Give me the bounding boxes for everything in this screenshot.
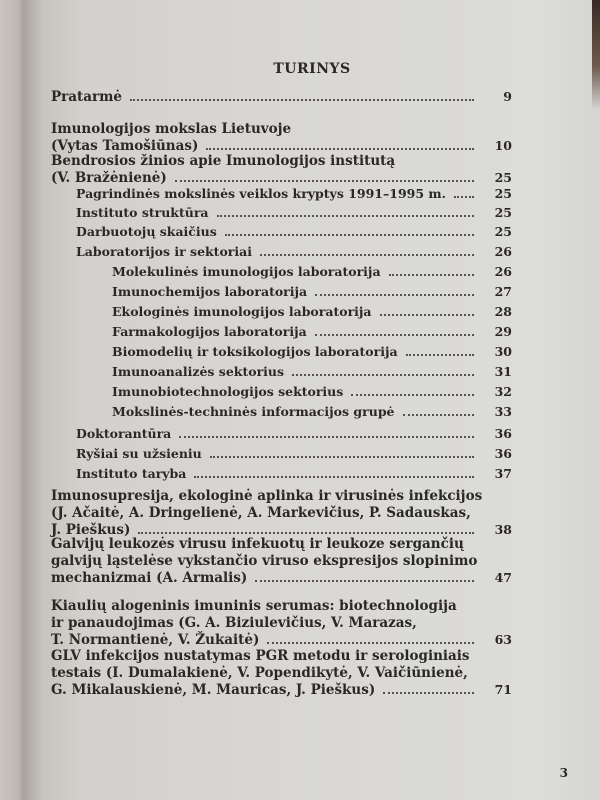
toc-page-number: 47 <box>494 570 512 585</box>
dot-leader <box>255 580 474 582</box>
toc-page-number: 31 <box>494 364 512 379</box>
toc-entry-title: T. Normantienė, V. Žukaitė) <box>51 632 260 648</box>
dot-leader <box>454 196 474 198</box>
toc-entry-title: Pagrindinės mokslinės veiklos kryptys 1991–1995 m. <box>76 186 446 201</box>
dot-leader <box>217 215 474 217</box>
toc-entry-title: Doktorantūra <box>76 426 172 441</box>
toc-page-number: 32 <box>494 384 512 399</box>
toc-page-number: 71 <box>494 682 512 697</box>
dot-leader <box>315 334 474 336</box>
toc-page-number: 25 <box>494 224 512 239</box>
dot-leader <box>225 234 474 236</box>
toc-entry-title: Kiaulių alogeninis imuninis serumas: biotechnologija <box>51 598 457 614</box>
toc-entry-title: Bendrosios žinios apie Imunologijos institutą <box>51 153 396 169</box>
toc-entry-title: Laboratorijos ir sektoriai <box>76 244 252 259</box>
toc-entry-title: (J. Ačaitė, A. Dringelienė, A. Markevičius, P. Sadauskas, <box>51 505 471 521</box>
dot-leader <box>292 374 474 376</box>
dot-leader <box>194 476 474 478</box>
toc-page-number: 36 <box>494 446 512 461</box>
toc-page-number: 29 <box>494 324 512 339</box>
dot-leader <box>138 532 474 534</box>
toc-page-number: 25 <box>494 186 512 201</box>
toc-entry-title: Farmakologijos laboratorija <box>112 324 307 339</box>
toc-entry-title: galvijų ląstelėse vykstančio viruso ekspresijos slopinimo <box>51 553 478 569</box>
toc-page-number: 37 <box>494 466 512 481</box>
toc-page-number: 26 <box>494 264 512 279</box>
toc-entry-title: Imunochemijos laboratorija <box>112 284 308 299</box>
dot-leader <box>351 394 474 396</box>
toc-page-number: 9 <box>503 89 512 104</box>
dot-leader <box>206 148 474 150</box>
toc-entry-title: J. Pieškus) <box>51 522 131 538</box>
toc-entry-title: Biomodelių ir toksikologijos laboratorija <box>112 344 398 359</box>
dot-leader <box>383 692 474 694</box>
toc-entry-title: Imunobiotechnologijos sektorius <box>112 384 344 399</box>
toc-entry-title: Mokslinės-techninės informacijos grupė <box>112 404 395 419</box>
toc-entry-title: Instituto struktūra <box>76 205 209 220</box>
toc-entry-title: mechanizmai (A. Armalis) <box>51 570 248 586</box>
toc-page-number: 27 <box>494 284 512 299</box>
toc-entry-title: Instituto taryba <box>76 466 187 481</box>
toc-entry-title: (Vytas Tamošiūnas) <box>51 138 199 154</box>
toc-entry-title: (V. Bražėnienė) <box>51 170 167 186</box>
toc-entry-title: Ekologinės imunologijos laboratorija <box>112 304 372 319</box>
dot-leader <box>406 354 474 356</box>
dot-leader <box>403 414 474 416</box>
dot-leader <box>130 99 474 101</box>
toc-page-number: 63 <box>494 632 512 647</box>
toc-page-number: 25 <box>494 205 512 220</box>
dot-leader <box>380 314 474 316</box>
toc-entry-title: Imunoanalizės sektorius <box>112 364 285 379</box>
toc-page-number: 33 <box>494 404 512 419</box>
toc-entry-title: Molekulinės imunologijos laboratorija <box>112 264 381 279</box>
page-number: 3 <box>559 766 568 780</box>
toc-entry-title: Pratarmė <box>51 89 122 105</box>
toc-page-number: 26 <box>494 244 512 259</box>
toc-page-number: 36 <box>494 426 512 441</box>
dot-leader <box>267 642 474 644</box>
dot-leader <box>179 436 474 438</box>
toc-entry-title: Darbuotojų skaičius <box>76 224 217 239</box>
dot-leader <box>210 456 474 458</box>
toc-entry-title: Ryšiai su užsieniu <box>76 446 202 461</box>
toc-page-number: 38 <box>494 522 512 537</box>
toc-page-number: 28 <box>494 304 512 319</box>
toc-page-number: 30 <box>494 344 512 359</box>
toc-entry-title: testais (I. Dumalakienė, V. Popendikytė, V. Vaičiūnienė, <box>51 665 468 681</box>
toc-page-number: 10 <box>494 138 512 153</box>
toc-entry-title: GLV infekcijos nustatymas PGR metodu ir serologiniais <box>51 648 470 664</box>
book-page <box>24 0 600 800</box>
toc-entry-title: G. Mikalauskienė, M. Mauricas, J. Pieškus) <box>51 682 376 698</box>
dot-leader <box>389 274 474 276</box>
toc-entry-title: ir panaudojimas (G. A. Biziulevičius, V. Marazas, <box>51 615 417 631</box>
page-title: TURINYS <box>273 61 351 77</box>
toc-entry-title: Imunologijos mokslas Lietuvoje <box>51 121 292 137</box>
page-edge-shadow <box>592 0 600 110</box>
dot-leader <box>175 180 474 182</box>
dot-leader <box>260 254 474 256</box>
toc-entry-title: Imunosupresija, ekologinė aplinka ir virusinės infekcijos <box>51 488 483 504</box>
dot-leader <box>315 294 474 296</box>
toc-entry-title: Galvijų leukozės virusu infekuotų ir leukoze sergančių <box>51 536 464 552</box>
toc-page-number: 25 <box>494 170 512 185</box>
